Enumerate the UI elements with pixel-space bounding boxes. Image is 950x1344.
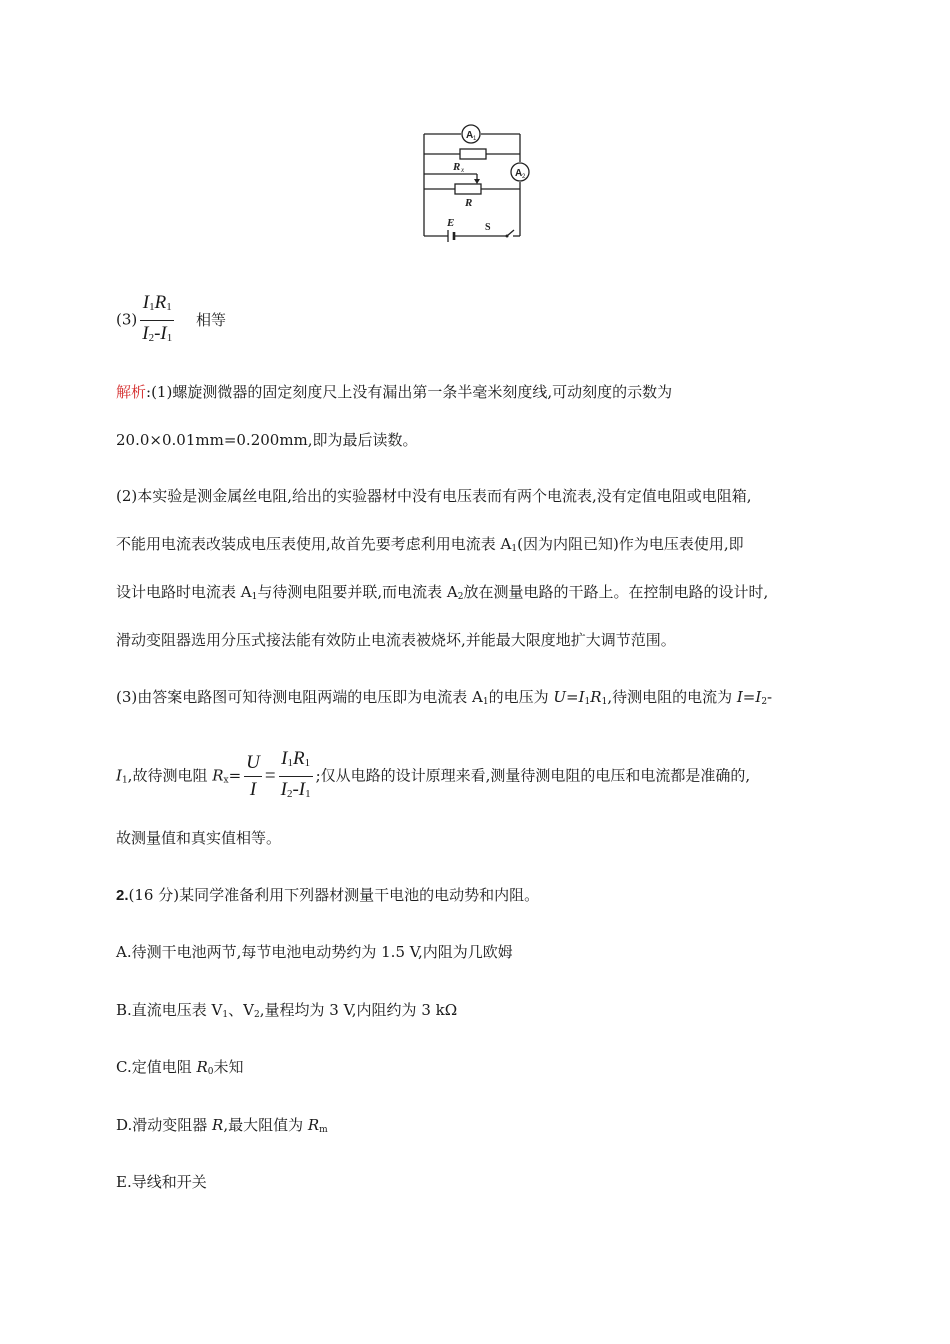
analysis-label: 解析: [116, 383, 147, 401]
analysis-p1-line2: 20.0×0.01mm=0.200mm,即为最后读数。: [116, 431, 418, 449]
analysis-p3-line2: $I_1$,故待测电阻 $R_x=$ $\frac{U}{I}$ = $\frac{I_1R_1}{I_2-I_1}$ ;仅从电路的设计原理来看,测量待测电阻的电压和电流都是准确的,: [116, 748, 750, 805]
circuit-diagram: [415, 122, 540, 244]
switch-s: [485, 222, 514, 238]
analysis-p2-line4: 滑动变阻器选用分压式接法能有效防止电流表被烧坏,并能最大限度地扩大调节范围。: [116, 631, 676, 649]
svg-text:S: S: [485, 222, 491, 233]
option-c: C.定值电阻 $R_0$未知: [116, 1058, 244, 1077]
svg-text:R: R: [453, 161, 461, 173]
formula-u-over-i: $\frac{U}{I}$: [246, 752, 260, 800]
svg-text:R: R: [465, 197, 473, 209]
resistor-rx: [452, 149, 486, 174]
formula-fraction: $\frac{I_1R_1}{I_2-I_1}$: [280, 748, 311, 800]
svg-text:A: A: [466, 130, 474, 141]
analysis-p2-line3: 设计电路时电流表 $A_1$与待测电阻要并联,而电流表 $A_2$放在测量电路的干路上。在控制电路的设计时,: [116, 583, 769, 602]
analysis-p2-line1: (2)本实验是测金属丝电阻,给出的实验器材中没有电压表而有两个电流表,没有定值电阻或电阻箱,: [116, 487, 752, 505]
option-d: D.滑动变阻器 R,最大阻值为 $R_m$: [116, 1116, 328, 1135]
ammeter-a2: [511, 163, 529, 181]
analysis-p2-line2: 不能用电流表改装成电压表使用,故首先要考虑利用电流表 $A_1$(因为内阻已知)作为电压表使用,即: [116, 535, 744, 554]
answer-fraction: $\frac{I_1R_1}{I_2-I_1}$: [142, 292, 173, 344]
question2-stem: 2.(16 分)某同学准备利用下列器材测量干电池的电动势和内阻。: [116, 886, 540, 904]
svg-text:1: 1: [473, 136, 477, 142]
analysis-p1-line1: 解析:(1)螺旋测微器的固定刻度尺上没有漏出第一条半毫米刻度线,可动刻度的示数为: [116, 383, 673, 401]
answer-prefix: (3): [116, 310, 138, 329]
ammeter-a1: [462, 125, 480, 143]
battery-e: [446, 217, 454, 242]
svg-text:A: A: [515, 168, 523, 179]
option-a: A.待测干电池两节,每节电池电动势约为 1.5 V,内阻为几欧姆: [116, 943, 513, 961]
option-b: B.直流电压表 $V_1$、$V_2$,量程均为 3 V,内阻约为 3 kΩ: [116, 1001, 458, 1020]
answer-3: [116, 292, 226, 349]
option-e: E.导线和开关: [116, 1173, 207, 1191]
analysis-p3-line3: 故测量值和真实值相等。: [116, 829, 282, 847]
svg-text:x: x: [461, 166, 465, 174]
svg-text:E: E: [447, 217, 455, 229]
svg-text:2: 2: [522, 174, 526, 180]
analysis-p3-line1: (3)由答案电路图可知待测电阻两端的电压即为电流表 $A_1$的电压为 $U=I_1R_1$,待测电阻的电流为 $I=I_2-$: [116, 688, 773, 707]
rheostat-r: [455, 179, 481, 209]
answer-suffix: 相等: [196, 310, 227, 329]
